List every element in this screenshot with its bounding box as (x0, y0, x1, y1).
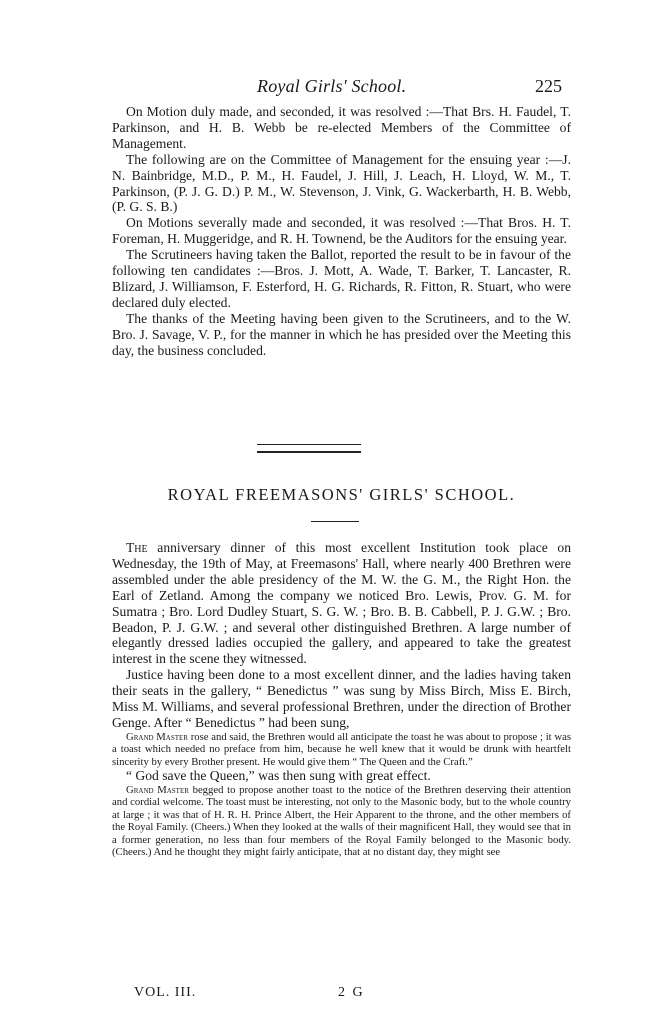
dinner-report-block (112, 540, 571, 858)
running-title: Royal Girls' School. (257, 76, 407, 96)
heading-underline-rule (311, 521, 359, 522)
paragraph-scrutineers: The Scrutineers having taken the Ballot, reported the result to be in favour of the following ten candidates :—Bros. J. Mott, A. Wade, T. Barker, T. Lancaster, R. Blizard, J. Williamson, F. Esterford, H. G. Richards, R. Fitton, R. Stuart, who were declared duly elected. (112, 247, 571, 310)
paragraph-motion-reelection: On Motion duly made, and seconded, it was resolved :—That Brs. H. Faudel, T. Parkinson, and H. B. Webb be re-elected Members of the Committee of Management. (112, 104, 571, 151)
opening-word: The (126, 540, 148, 555)
paragraph-thanks: The thanks of the Meeting having been given to the Scrutineers, and to the W. Bro. J. Savage, V. P., for the manner in which he has presided over the Meeting this day, the business concluded. (112, 310, 571, 358)
speaker-grand-master: Grand Master (126, 730, 188, 743)
signature-mark: 2 G (338, 985, 365, 1000)
toast-queen-text: rose and said, the Brethren would all anticipate the toast he was about to propose ; it was a toast which needed no preface from him, because he well knew that it would be drunk with heartfelt sincerity by every Brother present. He would give them “ The Queen and the Craft.” (112, 730, 572, 768)
paragraph-committee-list: The following are on the Committee of Management for the ensuing year :—J. N. Bainbridge, M.D., P. M., H. Faudel, J. Hill, J. Leach, H. Lloyd, W. M., T. Parkinson, (P. J. G. D.) P. M., W. Stevenson, J. Vink, G. Wackerbarth, H. B. Webb, (P. G. S. B.) (112, 151, 571, 215)
running-head (112, 76, 572, 100)
section-divider-rule (257, 444, 361, 453)
paragraph-god-save-queen: “ God save the Queen,” was then sung with great effect. (126, 768, 431, 784)
paragraph-anniversary-dinner (112, 540, 571, 667)
paragraph-anniversary-text: anniversary dinner of this most excellent Institution took place on Wednesday, the 19th of May, at Freemasons' Hall, where nearly 400 Brethren were assembled under the able presidency of the M. W. the G. M., the Right Hon. the Earl of Zetland. Among the company we noticed Bro. Lewis, Prov. G. M. for Sumatra ; Bro. Lord Dudley Stuart, S. G. W. ; Bro. B. B. Cabbell, P. J. G.W. ; Bro. Beadon, P. J. G.W. ; and several other distinguished Brethren. A large number of elegantly dressed ladies occupied the gallery, and appeared to take the greatest interest in the scene they witnessed. (112, 540, 571, 667)
page-number: 225 (535, 76, 562, 96)
page-footer (112, 985, 572, 1005)
meeting-minutes-block (112, 104, 571, 359)
toast-prince-text: begged to propose another toast to the notice of the Brethren deserving their attention and cordial welcome. The toast must be interesting, not only to the Masonic body, but to the whole country at large ; it was that of H. R. H. Prince Albert, the Heir Apparent to the throne, and the other members of the Royal Family. (Cheers.) When they looked at the walls of their magnificent Hall, they would see that in a former generation, no less than four members of the Royal Family belonged to the Masonic body. (Cheers.) And he thought they might fairly anticipate, that at no distant day, they might see (112, 784, 572, 859)
paragraph-toast-queen (112, 731, 571, 768)
paragraph-toast-prince (112, 784, 571, 858)
speaker-grand-master: Grand Master (126, 784, 189, 796)
paragraph-benedictus: Justice having been done to a most excellent dinner, and the ladies having taken their seats in the gallery, “ Benedictus ” was sung by Miss Birch, Miss E. Birch, Miss M. Williams, and several professional Brethren, under the direction of Brother Genge. After “ Benedictus ” had been sung, (112, 667, 571, 730)
section-heading: ROYAL FREEMASONS' GIRLS' SCHOOL. (167, 485, 516, 504)
paragraph-auditors: On Motions severally made and seconded, it was resolved :—That Bros. H. T. Foreman, H. Muggeridge, and R. H. Townend, be the Auditors for the ensuing year. (112, 215, 571, 247)
volume-label: VOL. III. (134, 985, 197, 1000)
